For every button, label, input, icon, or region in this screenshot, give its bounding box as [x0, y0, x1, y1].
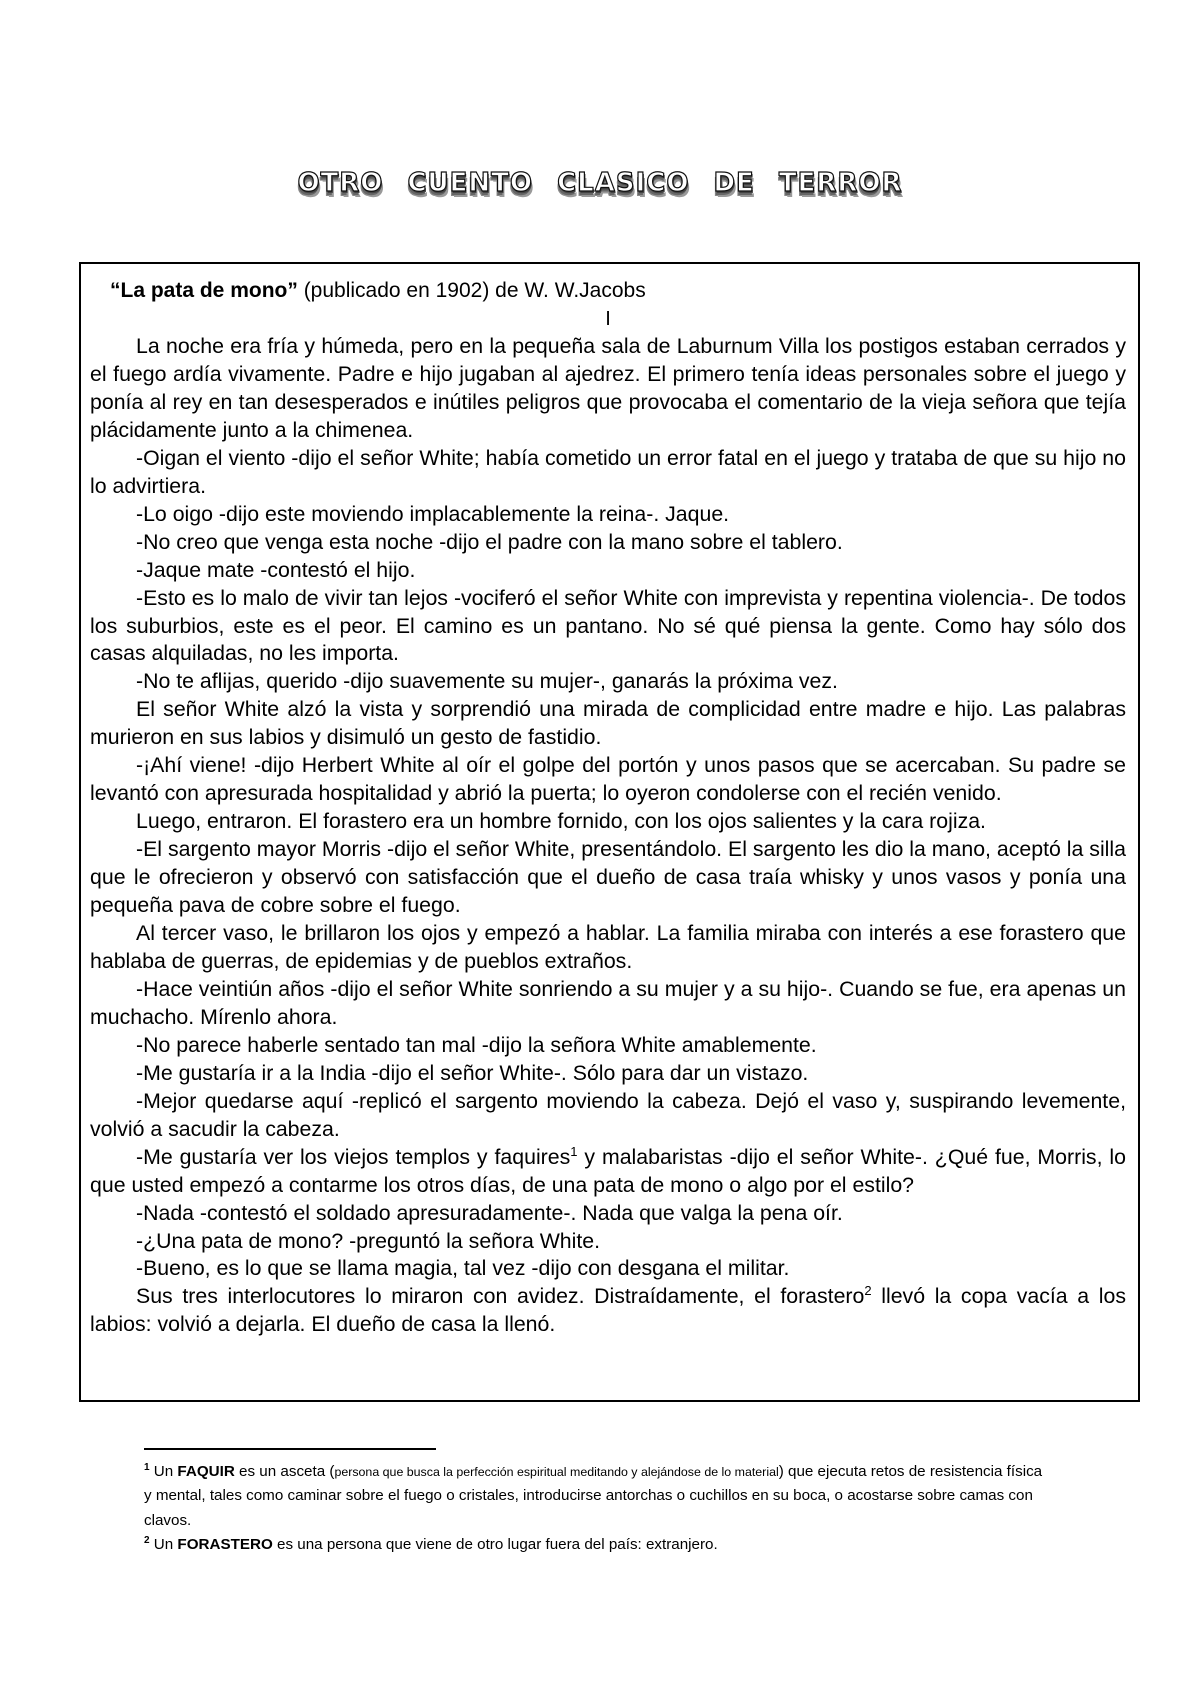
footnote-text: es una persona que viene de otro lugar fuera del país: extranjero. [272, 1536, 718, 1554]
footnote-term: FAQUIR [177, 1463, 235, 1480]
footnote-text: ) que ejecuta retos de resistencia física y mental, tales como caminar sobre el fuego o cristales, introducirse antorchas o cuchillos en su boca, o acostarse sobre camas con clavos. [144, 1463, 1043, 1529]
footnote-ref-2[interactable]: 2 [864, 1283, 872, 1299]
footnote-aside: persona que busca la perfección espiritual meditando y alejándose de lo material [334, 1465, 779, 1479]
paragraph: -No te aflijas, querido -dijo suavemente su mujer-, ganarás la próxima vez. [136, 669, 838, 694]
paragraph-text: Sus tres interlocutores lo miraron con avidez. Distraídamente, el forastero [136, 1284, 865, 1309]
paragraph: -Oigan el viento -dijo el señor White; había cometido un error fatal en el juego y trataba de que su hijo no lo advirtiera. [90, 445, 1126, 498]
paragraph: -Nada -contestó el soldado apresuradamente-. Nada que valga la pena oír. [136, 1200, 843, 1225]
footnote-1 [144, 1460, 1044, 1533]
footnote-2 [144, 1533, 1044, 1557]
paragraph-with-footnote [90, 1283, 1126, 1339]
paragraph: Al tercer vaso, le brillaron los ojos y empezó a hablar. La familia miraba con interés a ese forastero que hablaba de guerras, de epidemias y de pueblos extraños. [90, 921, 1126, 973]
paragraph-text: -Me gustaría ver los viejos templos y faquires [136, 1144, 571, 1169]
page-title: OTRO CUENTO CLASICO DE TERROR [297, 168, 903, 198]
footnotes [144, 1460, 1044, 1558]
paragraph-with-footnote [90, 1144, 1126, 1200]
paragraph: -No creo que venga esta noche -dijo el padre con la mano sobre el tablero. [136, 529, 843, 554]
paragraph: -¡Ahí viene! -dijo Herbert White al oír el golpe del portón y unos pasos que se acercaban. Su padre se levantó con apresurada hospitalidad y abrió la puerta; lo oyeron condolerse con el recién venido. [90, 753, 1126, 806]
paragraph: -Me gustaría ir a la India -dijo el señor White-. Sólo para dar un vistazo. [136, 1060, 809, 1085]
footnote-text: Un [149, 1463, 178, 1480]
footnote-text: Un [149, 1536, 178, 1554]
story-box [79, 262, 1140, 1402]
footnote-number: 1 [144, 1461, 150, 1473]
paragraph: El señor White alzó la vista y sorprendió una mirada de complicidad entre madre e hijo. Las palabras murieron en sus labios y disimuló un gesto de fastidio. [90, 697, 1126, 750]
chapter-number: I [605, 308, 611, 330]
footnote-number: 2 [144, 1535, 150, 1547]
footnote-text: es un asceta ( [234, 1463, 335, 1480]
paragraph: -No parece haberle sentado tan mal -dijo la señora White amablemente. [136, 1032, 817, 1057]
footnote-ref-1[interactable]: 1 [570, 1143, 578, 1159]
paragraph: -Hace veintiún años -dijo el señor White sonriendo a su mujer y a su hijo-. Cuando se fue, era apenas un muchacho. Mírenlo ahora. [90, 976, 1126, 1029]
paragraph: La noche era fría y húmeda, pero en la pequeña sala de Laburnum Villa los postigos estaban cerrados y el fuego ardía vivamente. Padre e hijo jugaban al ajedrez. El primero tenía ideas personales sobre el juego y ponía al rey en tan desesperados e inútiles peligros que provocaba el comentario de la vieja señora que tejía plácidamente junto a la chimenea. [90, 334, 1126, 442]
paragraph: -El sargento mayor Morris -dijo el señor White, presentándolo. El sargento les dio la mano, aceptó la silla que le ofrecieron y observó con satisfacción que el dueño de casa traía whisky y unos vasos y ponía una pequeña pava de cobre sobre el fuego. [90, 837, 1126, 918]
paragraph: Luego, entraron. El forastero era un hombre fornido, con los ojos salientes y la cara rojiza. [136, 809, 986, 834]
footnote-separator [144, 1448, 436, 1450]
paragraph: -Jaque mate -contestó el hijo. [136, 557, 416, 582]
paragraph-text: y malabaristas -dijo el señor White-. ¿Qué fue, Morris, lo que usted empezó a contarme los otros días, de una pata de mono o algo por el estilo? [90, 1144, 1126, 1197]
paragraph: -Esto es lo malo de vivir tan lejos -vociferó el señor White con imprevista y repentina violencia-. De todos los suburbios, este es el peor. El camino es un pantano. No sé qué piensa la gente. Como hay sólo dos casas alquiladas, no les importa. [90, 585, 1126, 666]
story-subtitle: (publicado en 1902) de W. W.Jacobs [297, 279, 646, 302]
paragraph: -¿Una pata de mono? -preguntó la señora White. [136, 1228, 601, 1253]
paragraph-text: llevó la copa vacía a los labios: volvió a dejarla. El dueño de casa la llenó. [90, 1284, 1127, 1337]
story-title: “La pata de mono” [110, 279, 298, 302]
paragraph: -Bueno, es lo que se llama magia, tal vez -dijo con desgana el militar. [136, 1256, 790, 1281]
paragraph: -Mejor quedarse aquí -replicó el sargento moviendo la cabeza. Dejó el vaso y, suspirando levemente, volvió a sacudir la cabeza. [90, 1088, 1126, 1141]
footnote-term: FORASTERO [177, 1536, 273, 1554]
paragraph: -Lo oigo -dijo este moviendo implacablemente la reina-. Jaque. [136, 501, 730, 526]
story-heading [110, 277, 1126, 305]
